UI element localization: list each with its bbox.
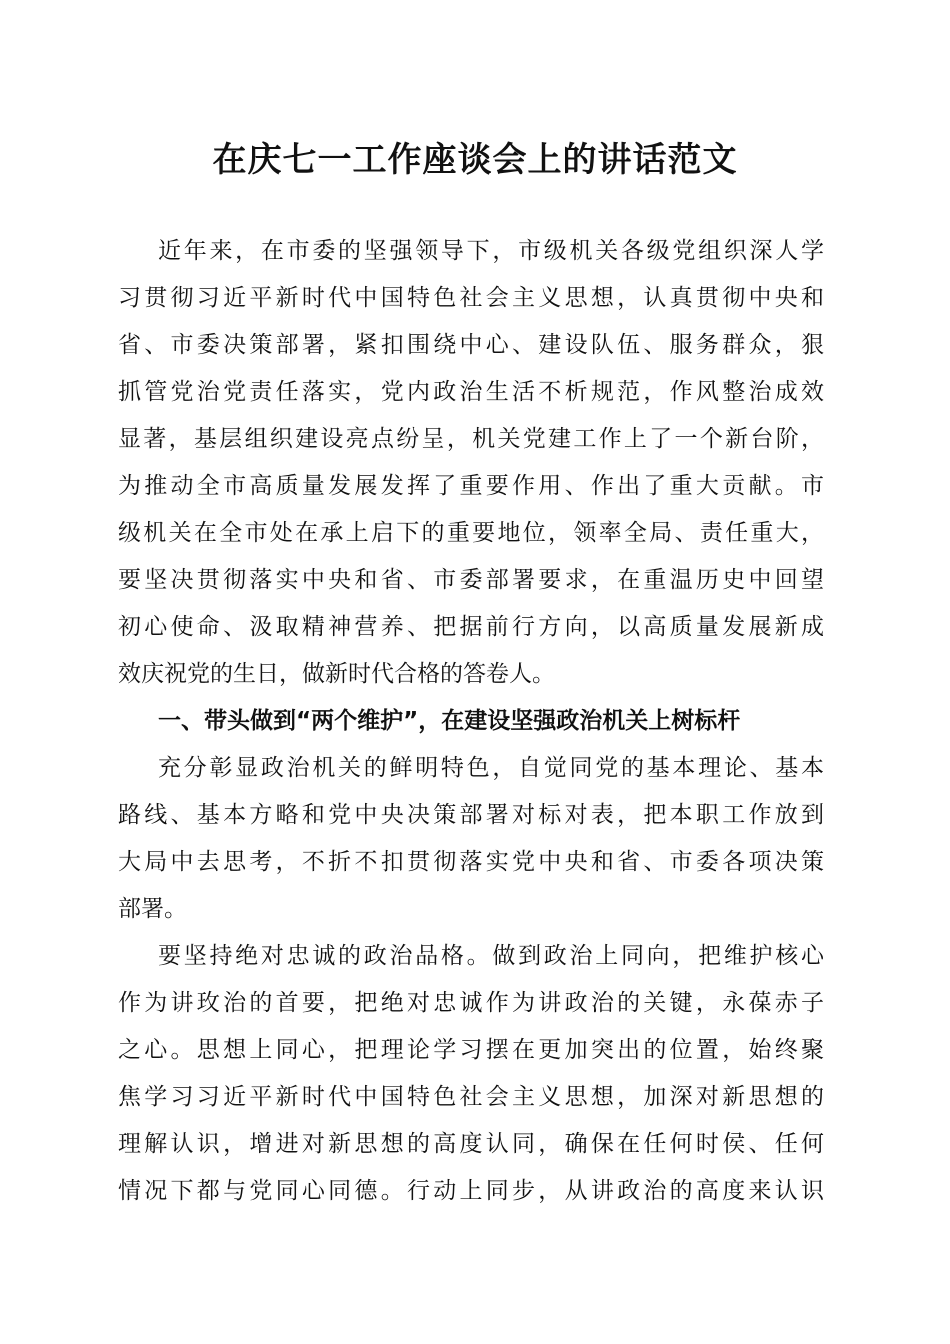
paragraph-line: 要坚持绝对忠诚的政治品格。做到政治上同向，把维护核心 [158, 943, 824, 969]
paragraph-line: 习贯彻习近平新时代中国特色社会主义思想，认真贯彻中央和 [118, 285, 824, 311]
paragraph-line: 效庆祝党的生日，做新时代合格的答卷人。 [118, 661, 555, 687]
paragraph-line: 省、市委决策部署，紧扣围绕中心、建设队伍、服务群众，狠 [118, 332, 824, 358]
section-heading: 一、带头做到“两个维护”，在建设坚强政治机关上树标杆 [158, 708, 741, 734]
paragraph-line: 理解认识，增进对新思想的高度认同，确保在任何时侯、任何 [118, 1131, 824, 1157]
paragraph-line: 情况下都与党同心同德。行动上同步，从讲政治的高度来认识 [118, 1178, 824, 1204]
paragraph-line: 之心。思想上同心，把理论学习摆在更加突出的位置，始终聚 [118, 1037, 824, 1063]
paragraph-line: 路线、基本方略和党中央决策部署对标对表，把本职工作放到 [118, 802, 824, 828]
paragraph-line: 焦学习习近平新时代中国特色社会主义思想，加深对新思想的 [118, 1084, 824, 1110]
paragraph-line: 显著，基层组织建设亮点纷呈，机关党建工作上了一个新台阶， [118, 426, 824, 452]
document-title: 在庆七一工作座谈会上的讲话范文 [212, 140, 738, 180]
paragraph-line: 要坚决贯彻落实中央和省、市委部署要求，在重温历史中回望 [118, 567, 824, 593]
paragraph-line: 级机关在全市处在承上启下的重要地位，领率全局、责任重大， [118, 520, 824, 546]
paragraph-line: 近年来，在市委的坚强领导下，市级机关各级党组织深人学 [158, 238, 824, 264]
paragraph-line: 作为讲玫治的首要，把绝对忠诚作为讲政治的关键，永葆赤子 [118, 990, 824, 1016]
paragraph-line: 初心使命、汲取精神营养、把据前行方向，以高质量发展新成 [118, 614, 824, 640]
paragraph-line: 充分彰显政治机关的鲜明特色，自觉同党的基本理论、基本 [158, 755, 824, 781]
paragraph-line: 抓管党治党责任落实，党内政治生活不析规范，作风整治成效 [118, 379, 824, 405]
paragraph-line: 大局中去思考，不折不扣贯彻落实党中央和省、市委各项决策 [118, 849, 824, 875]
paragraph-line: 为推动全市高质量发展发挥了重要作用、作出了重大贡献。市 [118, 473, 824, 499]
document-body [118, 228, 824, 1215]
paragraph-line: 部署。 [118, 896, 187, 922]
